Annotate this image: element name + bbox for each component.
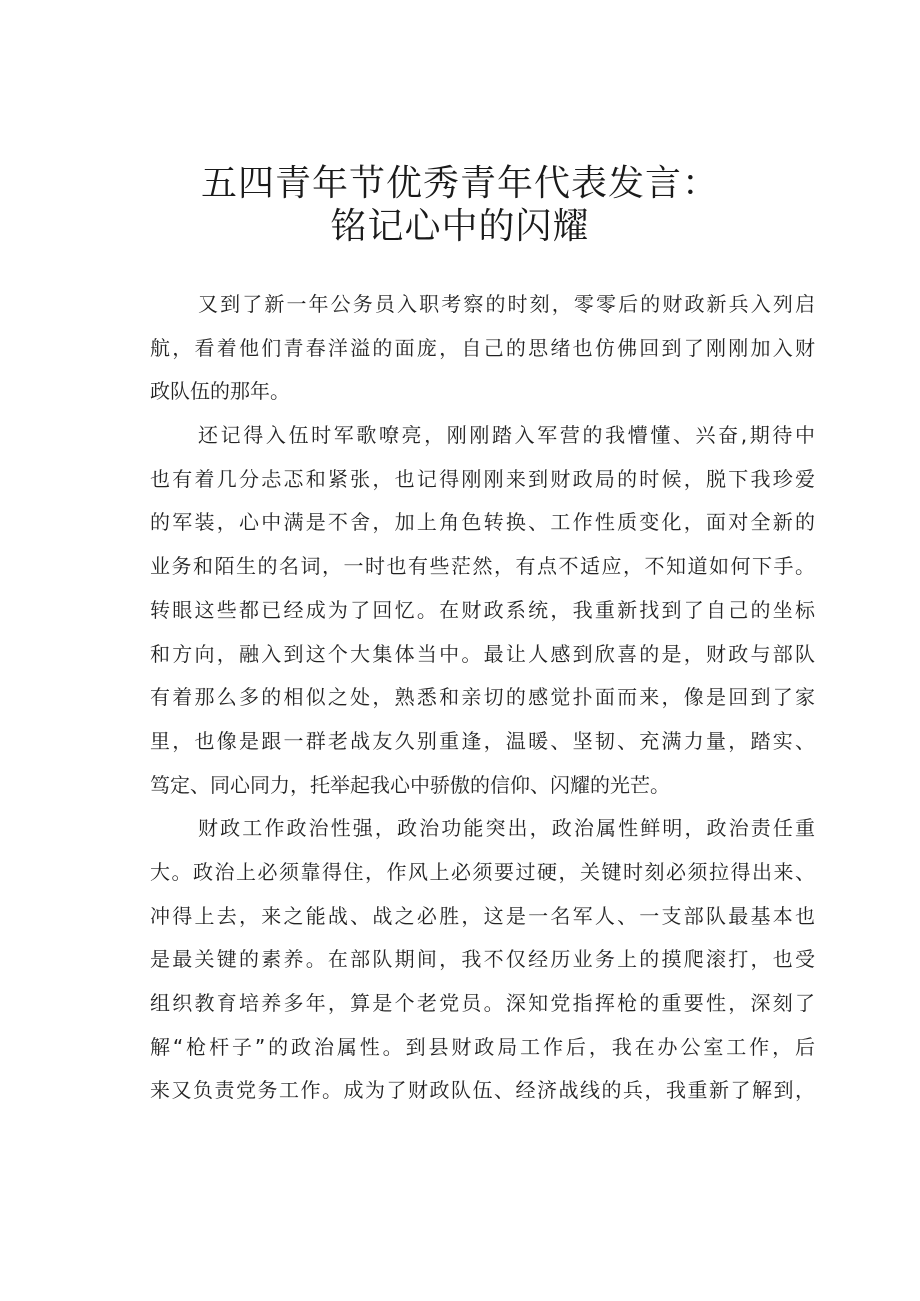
body-text-line: 来又负责党务工作。成为了财政队伍、经济战线的兵，我重新了解到， [150, 1078, 815, 1102]
body-text-line: 解“枪杆子”的政治属性。到县财政局工作后，我在办公室工作，后 [150, 1035, 815, 1059]
body-text-line: 业务和陌生的名词，一时也有些茫然，有点不适应，不知道如何下手。 [150, 554, 815, 578]
body-text-line: 又到了新一年公务员入职考察的时刻，零零后的财政新兵入列启 [198, 292, 815, 316]
body-text-line: 组织教育培养多年，算是个老党员。深知党指挥枪的重要性，深刻了 [150, 991, 815, 1015]
body-text-line: 是最关键的素养。在部队期间，我不仅经历业务上的摸爬滚打，也受 [150, 947, 815, 971]
body-text-line: 和方向，融入到这个大集体当中。最让人感到欣喜的是，财政与部队 [150, 642, 815, 666]
body-text-line: 的军装，心中满是不舍，加上角色转换、工作性质变化，面对全新的 [150, 510, 815, 534]
document-title-line-2: 铭记心中的闪耀 [330, 206, 590, 247]
body-text-line: 还记得入伍时军歌嘹亮，刚刚踏入军营的我懵懂、兴奋,期待中 [198, 423, 815, 447]
body-text-line: 大。政治上必须靠得住，作风上必须要过硬，关键时刻必须拉得出来、 [150, 860, 815, 884]
body-text-line: 政队伍的那年。 [150, 379, 290, 403]
body-text-line: 转眼这些都已经成为了回忆。在财政系统，我重新找到了自己的坐标 [150, 598, 815, 622]
body-text-line: 也有着几分忐忑和紧张，也记得刚刚来到财政局的时候，脱下我珍爱 [150, 467, 815, 491]
document-title-line-1: 五四青年节优秀青年代表发言： [200, 163, 719, 204]
body-text-line: 冲得上去，来之能战、战之必胜，这是一名军人、一支部队最基本也 [150, 904, 815, 928]
body-text-line: 有着那么多的相似之处，熟悉和亲切的感觉扑面而来，像是回到了家 [150, 685, 815, 709]
body-text-line: 财政工作政治性强，政治功能突出，政治属性鲜明，政治责任重 [198, 816, 815, 840]
body-text-line: 航，看着他们青春洋溢的面庞，自己的思绪也仿佛回到了刚刚加入财 [150, 336, 815, 360]
body-text-line: 笃定、同心同力，托举起我心中骄傲的信仰、闪耀的光芒。 [150, 773, 670, 797]
body-text-line: 里，也像是跟一群老战友久别重逢，温暖、坚韧、充满力量，踏实、 [150, 729, 815, 753]
